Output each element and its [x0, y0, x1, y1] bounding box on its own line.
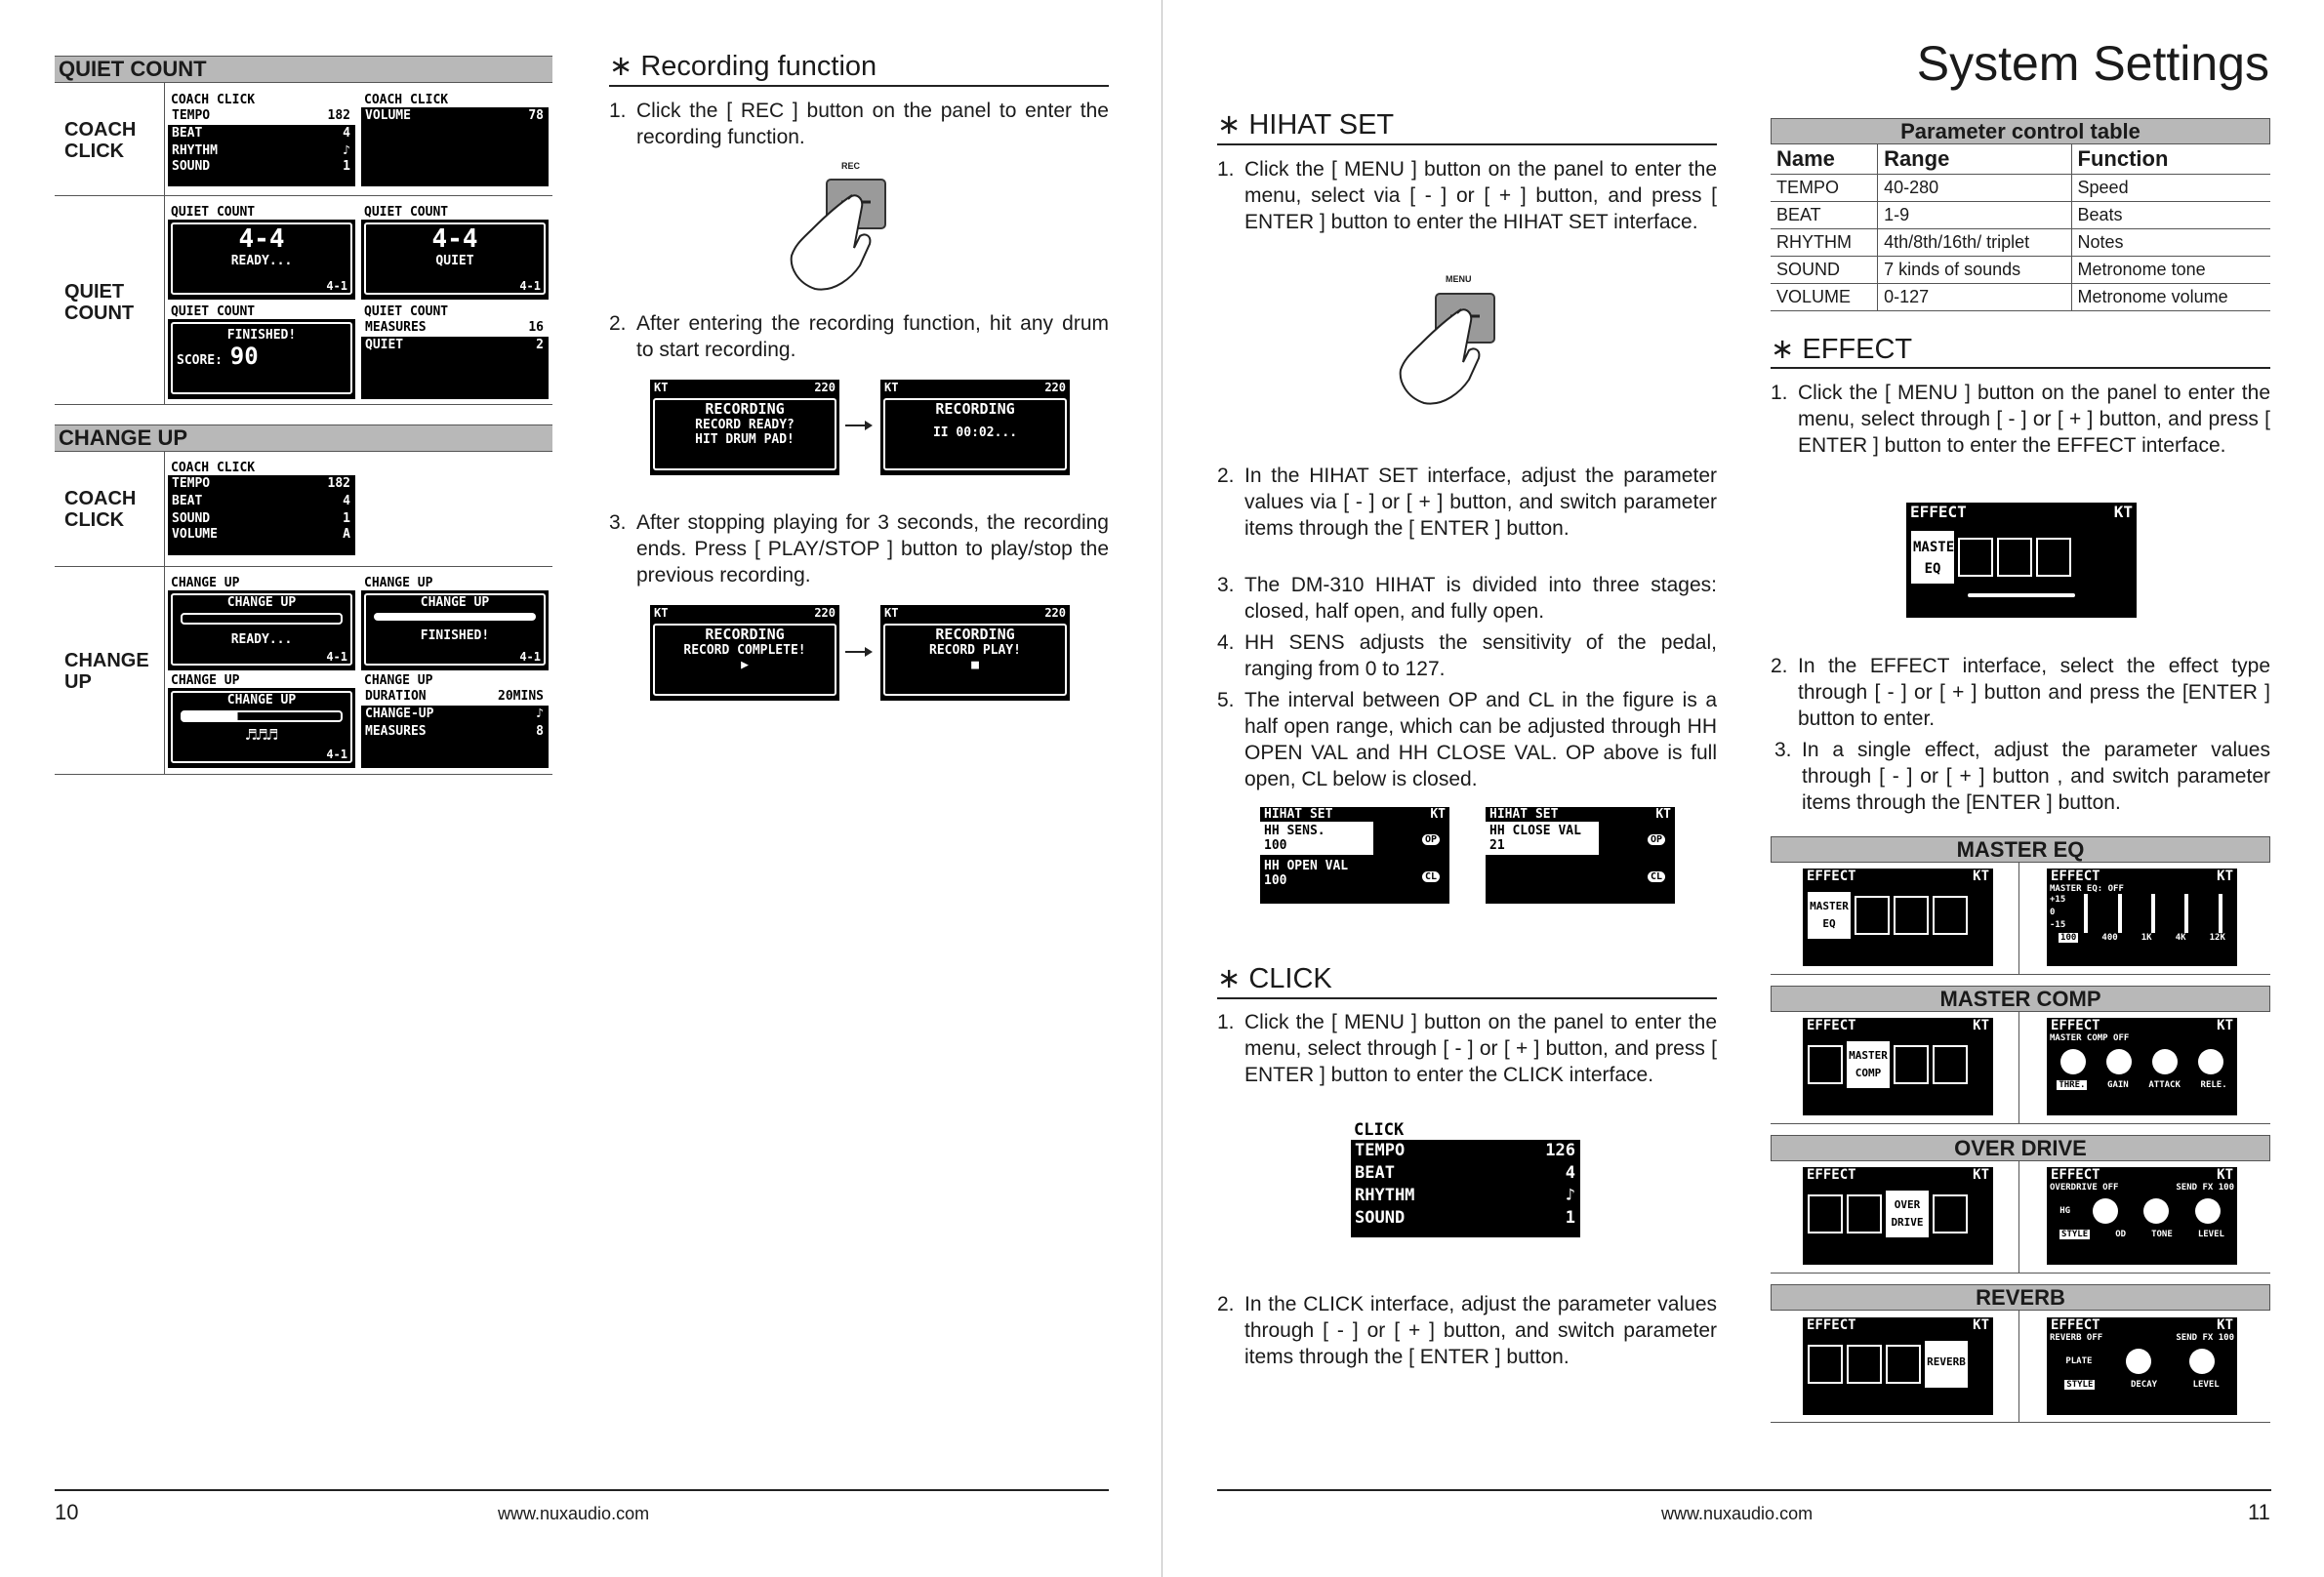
- effect-step-3: 3. In a single effect, adjust the parameter values through [ - ] or [ + ] button , and switch parameter items through the [ENTER ] button.: [1774, 739, 2270, 814]
- param-table: Name Range Function TEMPO 40-280 Speed BEAT 1-9 Beats RHYTHM 4th/8th/16th/ triplet Notes SOUND 7 kinds of sounds Metronome tone VOLUME 0-127 Metronome volume: [1771, 144, 2270, 311]
- lcd-record-play: KT 220 RECORDING RECORD PLAY! ■: [880, 605, 1070, 701]
- table-row: TEMPO 40-280 Speed: [1771, 175, 2270, 202]
- lcd-hihat-1: HIHAT SET KT HH SENS. 100 HH OPEN VAL 100 OP CL: [1260, 807, 1449, 904]
- quiet-count-header: QUIET COUNT: [55, 56, 552, 83]
- row-divider: [55, 566, 552, 567]
- footer-rule: [55, 1489, 1109, 1491]
- lcd-quiet-count-3: QUIET COUNT FINISHED! SCORE: 90: [168, 304, 355, 399]
- lcd-effect-menu: EFFECT KT MASTER EQ: [1906, 503, 2137, 618]
- over-drive-header: OVER DRIVE: [1771, 1135, 2270, 1161]
- table-row: RHYTHM 4th/8th/16th/ triplet Notes: [1771, 229, 2270, 257]
- page-number: 10: [55, 1500, 79, 1524]
- lcd-effect-comp-select: EFFECT KT MASTER COMP: [1803, 1018, 1993, 1115]
- section-rule: [1771, 367, 2270, 369]
- footer-url: www.nuxaudio.com: [1661, 1504, 1814, 1523]
- hihat-step-5: 5. The interval between OP and CL in the figure is a half open range, which can be adjusted through HH OPEN VAL and HH CLOSE VAL. OP above is full open, CL below is closed.: [1217, 689, 1717, 790]
- hihat-step-2: 2. In the HIHAT SET interface, adjust the parameter values via [ - ] or [ + ] button, and switch parameter items through the [ ENTER ] button.: [1217, 465, 1717, 540]
- table-row: VOLUME 0-127 Metronome volume: [1771, 284, 2270, 311]
- table-divider: [164, 452, 165, 774]
- effect-step-2: 2. In the EFFECT interface, select the effect type through [ - ] or [ + ] button and press the [ENTER ] button to enter.: [1771, 655, 2270, 730]
- click-step-2: 2. In the CLICK interface, adjust the parameter values through [ - ] or [ + ] button, and switch parameter items through the [ ENTER ] button.: [1217, 1293, 1717, 1368]
- arrow-icon: [845, 418, 873, 433]
- row-divider: [1771, 1273, 2270, 1274]
- hihat-step-4: 4. HH SENS adjusts the sensitivity of the pedal, ranging from 0 to 127.: [1217, 631, 1717, 680]
- lcd-change-up-1: CHANGE UP CHANGE UP READY... 4-1: [168, 576, 355, 670]
- rec-label: REC: [841, 161, 861, 171]
- click-step-1: 1. Click the [ MENU ] button on the panel to enter the menu, select through [ - ] or [ + ] button, and press [ ENTER ] button to enter the CLICK interface.: [1217, 1011, 1717, 1086]
- lcd-effect-reverb-params: EFFECT KT REVERB OFF SEND FX 100 PLATE STYLE DECAY LEVEL: [2047, 1317, 2237, 1415]
- lcd-effect-eq-select: EFFECT KT MASTER EQ: [1803, 869, 1993, 966]
- recording-step-2: 2. After entering the recording function, hit any drum to start recording.: [609, 312, 1109, 361]
- lcd-quiet-count-2: QUIET COUNT 4-4 QUIET 4-1: [361, 205, 549, 300]
- lcd-effect-eq-params: EFFECT KT MASTER EQ: OFF +15 0 -15 100 400 1K 4K 12K: [2047, 869, 2237, 966]
- lcd-change-up-2: CHANGE UP CHANGE UP FINISHED! 4-1: [361, 576, 549, 670]
- section-rule: [609, 85, 1109, 87]
- section-rule: [1217, 997, 1717, 999]
- lcd-effect-reverb-select: EFFECT KT REVERB: [1803, 1317, 1993, 1415]
- lcd-effect-od-params: EFFECT KT OVERDRIVE OFF SEND FX 100 HG STYLE OD TONE LEVEL: [2047, 1167, 2237, 1265]
- hand-press-rec-icon: [776, 174, 903, 301]
- table-row: SOUND 7 kinds of sounds Metronome tone: [1771, 257, 2270, 284]
- param-table-caption: Parameter control table: [1771, 118, 2270, 144]
- lcd-change-up-4: CHANGE UP DURATION 20MINS CHANGE-UP ♪ MEASURES 8: [361, 673, 549, 768]
- lcd-recording-ready: KT 220 RECORDING RECORD READY? HIT DRUM PAD!: [650, 380, 839, 475]
- footer-rule: [1217, 1489, 2271, 1491]
- page-number: 11: [2248, 1500, 2270, 1524]
- row-divider: [55, 404, 552, 405]
- row-divider: [1771, 1422, 2270, 1423]
- hihat-step-3: 3. The DM-310 HIHAT is divided into three stages: closed, half open, and fully open.: [1217, 574, 1717, 623]
- row-label-coach-click: COACH CLICK: [64, 119, 137, 162]
- recording-title: ∗ Recording function: [609, 51, 877, 82]
- click-title: ∗ CLICK: [1217, 963, 1332, 994]
- row-divider: [1771, 1123, 2270, 1124]
- lcd-effect-od-select: EFFECT KT OVER DRIVE: [1803, 1167, 1993, 1265]
- menu-label: MENU: [1446, 274, 1472, 284]
- row-divider: [55, 195, 552, 196]
- page-title: System Settings: [1916, 36, 2269, 91]
- recording-step-3: 3. After stopping playing for 3 seconds, the recording ends. Press [ PLAY/STOP ] button to play/stop the previous recording.: [609, 511, 1109, 586]
- arrow-icon: [845, 644, 873, 660]
- table-divider: [164, 83, 165, 405]
- effect-title: ∗ EFFECT: [1771, 334, 1913, 365]
- table-divider: [2018, 863, 2019, 974]
- right-page: [1162, 0, 2324, 1577]
- table-row: BEAT 1-9 Beats: [1771, 202, 2270, 229]
- reverb-header: REVERB: [1771, 1284, 2270, 1311]
- row-label-change-up: CHANGE UP: [64, 650, 149, 693]
- lcd-coach-click-3: COACH CLICK TEMPO 182 BEAT 4 SOUND 1 VOLUME A: [168, 461, 355, 555]
- hihat-title: ∗ HIHAT SET: [1217, 109, 1395, 141]
- table-divider: [2018, 1012, 2019, 1123]
- master-eq-header: MASTER EQ: [1771, 836, 2270, 863]
- master-comp-header: MASTER COMP: [1771, 986, 2270, 1012]
- lcd-effect-comp-params: EFFECT KT MASTER COMP OFF THRE. GAIN ATTACK RELE.: [2047, 1018, 2237, 1115]
- row-divider: [1771, 974, 2270, 975]
- hand-press-menu-icon: [1385, 288, 1512, 415]
- lcd-change-up-3: CHANGE UP CHANGE UP ♬♬♬ 4-1: [168, 673, 355, 768]
- hihat-step-1: 1. Click the [ MENU ] button on the panel to enter the menu, select via [ - ] or [ + ] button, and press [ ENTER ] button to enter the HIHAT SET interface.: [1217, 158, 1717, 233]
- lcd-recording-time: KT 220 RECORDING II 00:02...: [880, 380, 1070, 475]
- lcd-quiet-count-4: QUIET COUNT MEASURES 16 QUIET 2: [361, 304, 549, 399]
- lcd-quiet-count-1: QUIET COUNT 4-4 READY... 4-1: [168, 205, 355, 300]
- table-divider: [2018, 1161, 2019, 1273]
- lcd-coach-click-2: COACH CLICK VOLUME 78: [361, 93, 549, 186]
- effect-step-1: 1. Click the [ MENU ] button on the panel to enter the menu, select through [ - ] or [ + ] button, and press [ ENTER ] button to enter the EFFECT interface.: [1771, 382, 2270, 457]
- lcd-hihat-2: HIHAT SET KT HH CLOSE VAL 21 OP CL: [1486, 807, 1675, 904]
- table-divider: [2018, 1311, 2019, 1422]
- recording-step-1: 1. Click the [ REC ] button on the panel to enter the recording function.: [609, 100, 1109, 148]
- change-up-header: CHANGE UP: [55, 425, 552, 452]
- row-label-coach-click-2: COACH CLICK: [64, 488, 137, 531]
- section-rule: [1217, 143, 1717, 145]
- lcd-click: CLICK TEMPO 126 BEAT 4 RHYTHM ♪ SOUND 1: [1351, 1120, 1580, 1237]
- row-label-quiet-count: QUIET COUNT: [64, 281, 135, 324]
- lcd-record-complete: KT 220 RECORDING RECORD COMPLETE! ▶: [650, 605, 839, 701]
- footer-url: www.nuxaudio.com: [498, 1504, 650, 1523]
- lcd-coach-click-1: COACH CLICK TEMPO 182 BEAT 4 RHYTHM ♪ SOUND 1: [168, 93, 355, 186]
- row-divider: [55, 774, 552, 775]
